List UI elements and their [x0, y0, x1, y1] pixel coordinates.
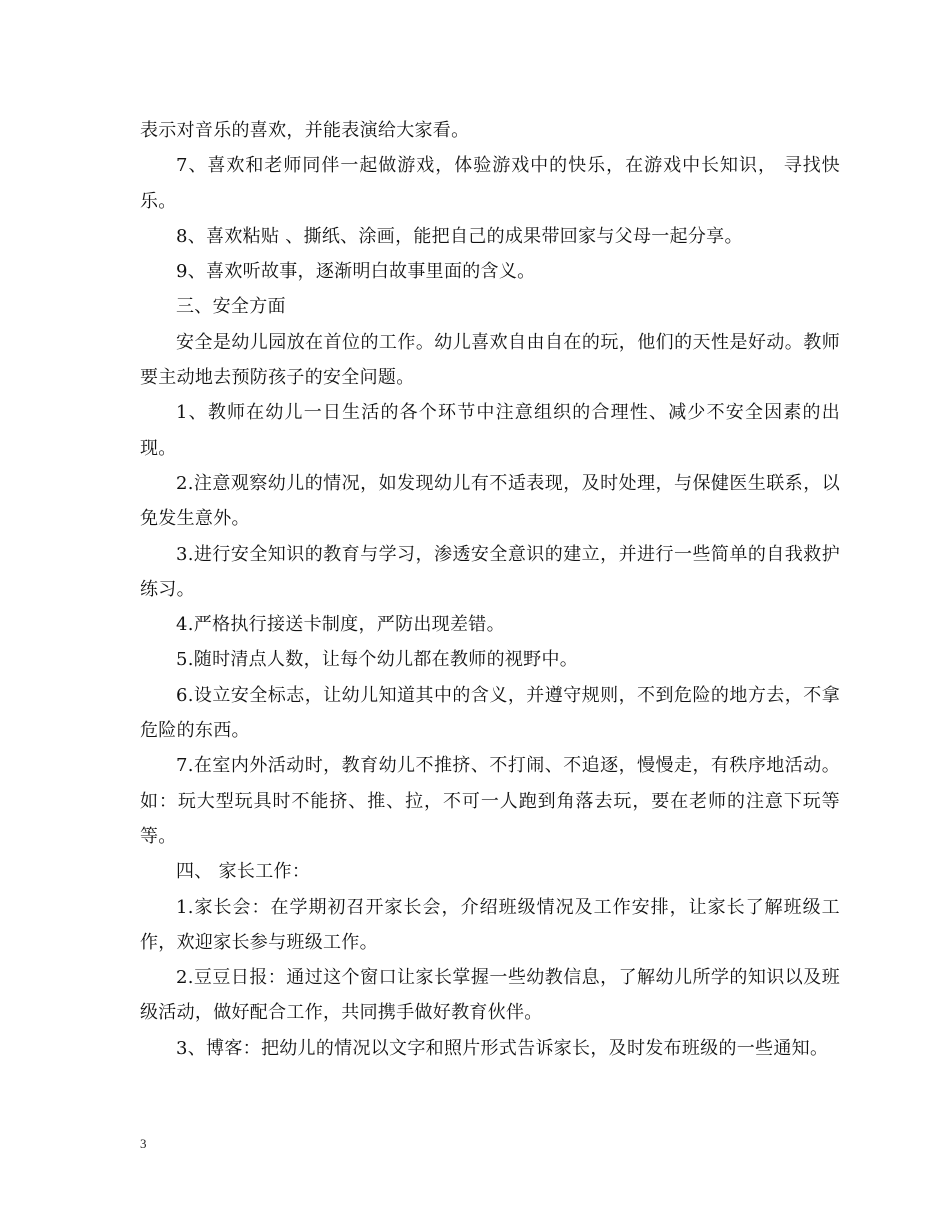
section-heading: 三、安全方面: [176, 296, 286, 318]
paragraph: 7、喜欢和老师同伴一起做游戏，体验游戏中的快乐，在游戏中长知识， 寻找快乐。: [140, 155, 840, 212]
paragraph: 5.随时清点人数，让每个幼儿都在教师的视野中。: [176, 649, 579, 671]
paragraph: 1.家长会：在学期初召开家长会，介绍班级情况及工作安排，让家长了解班级工作，欢迎家长参与班级工作。: [140, 896, 840, 953]
paragraph: 3.进行安全知识的教育与学习，渗透安全意识的建立，并进行一些简单的自我救护练习。: [140, 543, 840, 600]
section-heading: 四、 家长工作：: [176, 861, 311, 883]
paragraph: 9、喜欢听故事，逐渐明白故事里面的含义。: [176, 261, 536, 283]
paragraph: 7.在室内外活动时，教育幼儿不推挤、不打闹、不追逐，慢慢走，有秩序地活动。如：玩大型玩具时不能挤、推、拉，不可一人跑到角落去玩，要在老师的注意下玩等等。: [140, 755, 840, 847]
paragraph: 8、喜欢粘贴 、撕纸、涂画，能把自己的成果带回家与父母一起分享。: [176, 225, 743, 247]
page-body: [140, 113, 840, 1066]
page-number: 3: [140, 1136, 147, 1151]
paragraph: 安全是幼儿园放在首位的工作。幼儿喜欢自由自在的玩，他们的天性是好动。教师要主动地去预防孩子的安全问题。: [140, 331, 840, 389]
paragraph: 1、教师在幼儿一日生活的各个环节中注意组织的合理性、减少不安全因素的出现。: [140, 402, 840, 459]
paragraph: 6.设立安全标志，让幼儿知道其中的含义，并遵守规则，不到危险的地方去，不拿危险的东西。: [140, 684, 840, 742]
paragraph: 4.严格执行接送卡制度，严防出现差错。: [176, 614, 505, 636]
paragraph: 3、博客：把幼儿的情况以文字和照片形式告诉家长，及时发布班级的一些通知。: [176, 1037, 829, 1059]
paragraph: 表示对音乐的喜欢，并能表演给大家看。: [140, 120, 470, 141]
paragraph: 2.豆豆日报：通过这个窗口让家长掌握一些幼教信息，了解幼儿所学的知识以及班级活动，做好配合工作，共同携手做好教育伙伴。: [140, 967, 840, 1024]
paragraph: 2.注意观察幼儿的情况，如发现幼儿有不适表现，及时处理，与保健医生联系，以免发生意外。: [140, 472, 840, 530]
